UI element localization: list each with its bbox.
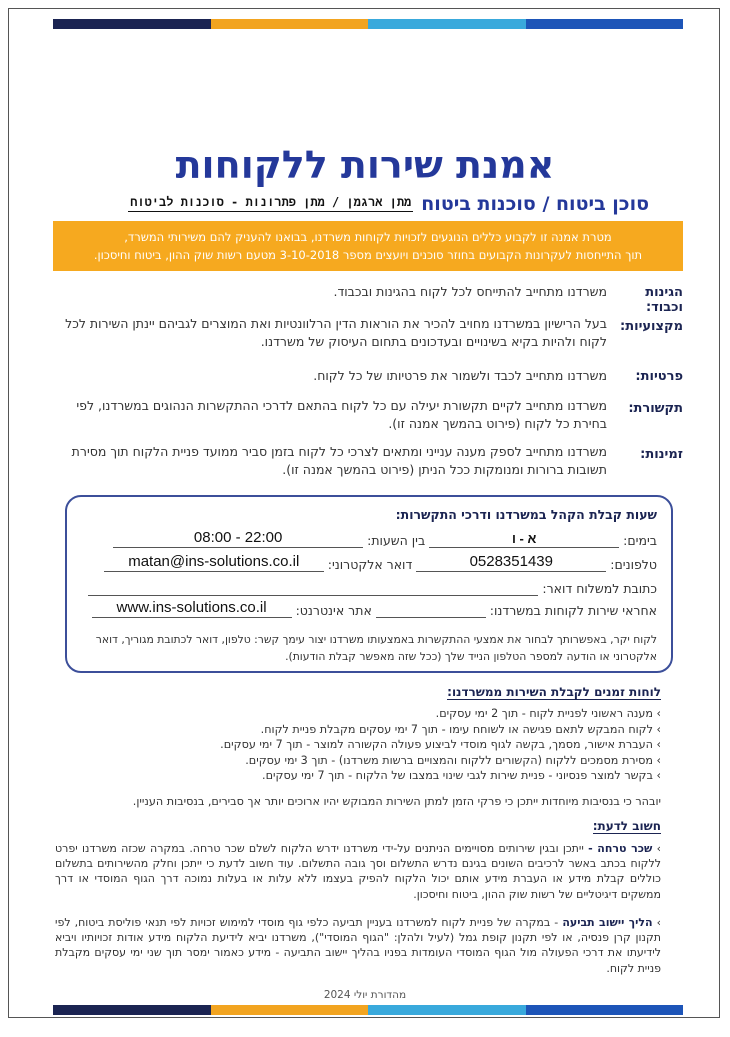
email-field <box>104 555 324 572</box>
contact-note-line-1: לקוח יקר, באפשרותך לבחור את אמצעי ההתקשרות באמצעותו משרדנו יצור עימך קשר: טלפון, דואר לכתובת מגוריך, דואר <box>95 633 657 646</box>
fee-heading: שכר טרחה - <box>588 842 653 855</box>
mail-address-label: כתובת למשלוח דואר: <box>542 581 657 596</box>
hours-value: 08:00 - 22:00 <box>193 529 283 546</box>
important-title: חשוב לדעת: <box>592 819 661 833</box>
contact-note-line-2: אלקטרוני או הודעה למספר הטלפון הנייד שלך (ככל שזה מאפשר קבלת הודעות). <box>285 650 657 663</box>
contact-box <box>65 495 673 673</box>
service-manager-row <box>92 601 657 618</box>
hours-field <box>113 531 363 548</box>
mail-address-row <box>88 579 657 596</box>
service-manager-field <box>376 601 486 618</box>
principle-label: זמינות: <box>640 447 683 462</box>
principle-professionalism <box>53 315 683 351</box>
principle-availability <box>53 443 683 479</box>
days-label: בימים: <box>623 533 657 548</box>
fee-paragraph: › שכר טרחה - ייתכן ובגין שירותים מסויימים הניתנים על-ידי משרדנו ידרש הלקוח לשלם שכר טרחה. במקרה שכזה משרדנו יפרט ללקוח בכתב באשר לרכיבים השונים בגינם נדרש התשלום וסך גובה התשלום. עוד חשוב לדעת כי ייתכן וחלק מהשירותים בתשלום כוללים קבלת מידע או העברת מידע אותם יכול הלקוח להפיק בעצמו ללא עלות או בעלות נמוכה דרך הגוף המוסדי או דרך ממשקים דיגיטליים של רשות שוק ההון, ביטוח וחיסכון. <box>55 842 661 901</box>
claim-text: - במקרה של פניית לקוח למשרדנו בעניין תביעה כלפי גוף מוסדי למימוש זכויות לפי תנאי פוליסת ביטוח, לפי תקנון קרן פנסיה, או לפי תקנון קופת גמל (לעיל ולהלן: "הגוף המוסדי"), משרדנו יביא לידיעת הלקוח מידע אודות זכויותיו ויביא לידיעתו את דרכי הפעולה מול הגוף המוסדי העומדות בפניו בהליך יישוב התביעה - מידע כאמור ימסר תוך שני ימי עסקים מקבלת פניית לקוח. <box>55 916 661 975</box>
agent-name: מתן ארגמן / מתן פתרונות - סוכנות לביטוח <box>128 195 413 212</box>
purpose-banner <box>53 221 683 271</box>
service-times-title: לוחות זמנים לקבלת השירות ממשרדנו: <box>447 685 661 699</box>
document-page <box>8 8 720 1018</box>
principle-communication <box>53 397 683 433</box>
days-field <box>429 531 619 548</box>
subtitle-row <box>128 193 649 215</box>
phones-row <box>104 555 657 572</box>
service-times-note: יובהר כי בנסיבות מיוחדות ייתכן כי פרקי הזמן למתן השירות המבוקש יהיו ארוכים יותר אך סבירים, בנסיבות העניין. <box>132 795 661 808</box>
principle-text: משרדנו מתחייב להתייחס לכל לקוח בהגינות ובכבוד. <box>333 284 607 299</box>
list-item: › העברת אישור, מסמך, בקשה לגוף מוסדי לביצוע פעולה הקשורה למוצר - תוך 7 ימי עסקים. <box>220 738 661 751</box>
contact-note <box>81 631 657 665</box>
document-title: אמנת שירות ללקוחות <box>175 143 555 187</box>
principle-privacy <box>53 367 683 385</box>
principle-text: משרדנו מתחייב לכבד ולשמור את פרטיותו של כל לקוח. <box>313 368 607 383</box>
website-label: אתר אינטרנט: <box>295 603 372 618</box>
principle-text: משרדנו מתחייב לספק מענה ענייני ומתאים לצרכי כל לקוח בזמן סביר ממועד פניית הלקוח תוך מסירת תשובות ברורות ומנומקות ככל הניתן (פירוט בהמשך אמנה זו). <box>71 444 607 477</box>
list-item: › בקשר למוצר פנסיוני - פניית שירות לגבי שינוי במצבו של הלקוח - תוך 7 ימי עסקים. <box>262 769 661 782</box>
service-manager-label: אחראי שירות לקוחות במשרדנו: <box>489 603 657 618</box>
list-item: › לקוח המבקש לתאם פגישה או לשוחח עימו - תוך 7 ימי עסקים מקבלת פניית לקוח. <box>260 722 661 736</box>
phones-label: טלפונים: <box>610 557 657 572</box>
list-item: › מענה ראשוני לפניית לקוח - תוך 2 ימי עסקים. <box>435 707 661 720</box>
document-subtitle: סוכן ביטוח / סוכנות ביטוח <box>421 193 649 215</box>
principle-fairness <box>53 283 683 315</box>
email-label: דואר אלקטרוני: <box>327 557 413 572</box>
claim-paragraph: › הליך יישוב תביעה - במקרה של פניית לקוח למשרדנו בעניין תביעה כלפי גוף מוסדי למימוש זכויות לפי תנאי פוליסת ביטוח, לפי תקנון קרן פנסיה, או לפי תקנון קופת גמל (לעיל ולהלן: "הגוף המוסדי"), משרדנו יביא לידיעת הלקוח מידע אודות זכויותיו ויביא לידיעתו את דרכי הפעולה מול הגוף המוסדי העומדות בפניו בהליך יישוב התביעה - מידע כאמור ימסר תוך שני ימי עסקים מקבלת פניית לקוח. <box>55 916 661 975</box>
hours-label: בין השעות: <box>367 533 426 548</box>
email-value: matan@ins-solutions.co.il <box>128 553 300 570</box>
principle-label: מקצועיות: <box>620 319 683 334</box>
principle-label: פרטיות: <box>635 369 683 384</box>
claim-heading: הליך יישוב תביעה <box>562 916 653 929</box>
mail-address-field <box>88 579 538 596</box>
edition-label: מהדורת יולי 2024 <box>323 989 407 1001</box>
principle-text: משרדנו מתחייב לקיים תקשורת יעילה עם כל לקוח בהתאם לדרכי ההתקשרות הנהוגים במשרדנו, לפי בחירת כל לקוח (פירוט בהמשך אמנה זו). <box>76 398 607 431</box>
hours-row <box>113 531 657 548</box>
service-times-list <box>61 706 661 784</box>
banner-line-1: מטרת אמנה זו לקבוע כללים הנוגעים לזכויות לקוחות משרדנו, בבואנו להעניק להם משירותי המשרד, <box>124 230 612 244</box>
days-value: א - ו <box>512 531 537 546</box>
banner-line-2: תוך התייחסות לעקרונות הקבועים בחוזר סוכנים ויועצים מספר 3-10-2018 מטעם רשות שוק ההון, ביטוח וחיסכון. <box>93 248 643 262</box>
phones-value: 0528351439 <box>469 553 553 570</box>
fee-text: ייתכן ובגין שירותים מסויימים הניתנים על-ידי משרדנו ידרש הלקוח לשלם שכר טרחה. במקרה שכזה משרדנו יפרט ללקוח בכתב באשר לרכיבים השונים בגינם נדרש התשלום וסך גובה התשלום. עוד חשוב לדעת כי ייתכן וחלק מהשירותים בתשלום כוללים קבלת מידע או העברת מידע אותם יכול הלקוח להפיק בעצמו ללא עלות או בעלות נמוכה דרך הגוף המוסדי או דרך ממשקים דיגיטליים של רשות שוק ההון, ביטוח וחיסכון. <box>55 842 661 901</box>
phones-field <box>416 555 606 572</box>
contact-box-title: שעות קבלת הקהל במשרדנו ודרכי התקשרות: <box>395 507 657 522</box>
principle-label: תקשורת: <box>628 401 683 416</box>
list-item: › מסירת מסמכים ללקוח (הקשורים ללקוח והמצויים ברשות משרדנו) - תוך 3 ימי עסקים. <box>245 753 661 767</box>
principle-text: בעל הרישיון במשרדנו מחויב להכיר את הוראות הדין הרלוונטיות ואת המוצרים לגביהם יינתן השירות לכל לקוח ולהיות בקיא בשינויים ובעדכונים בתחום העיסוק של משרדנו. <box>65 316 607 349</box>
website-field <box>92 601 292 618</box>
top-color-stripe <box>53 19 683 29</box>
website-value: www.ins-solutions.co.il <box>116 599 267 616</box>
bottom-color-stripe <box>53 1005 683 1015</box>
principle-label: הגינות וכבוד: <box>645 285 683 315</box>
